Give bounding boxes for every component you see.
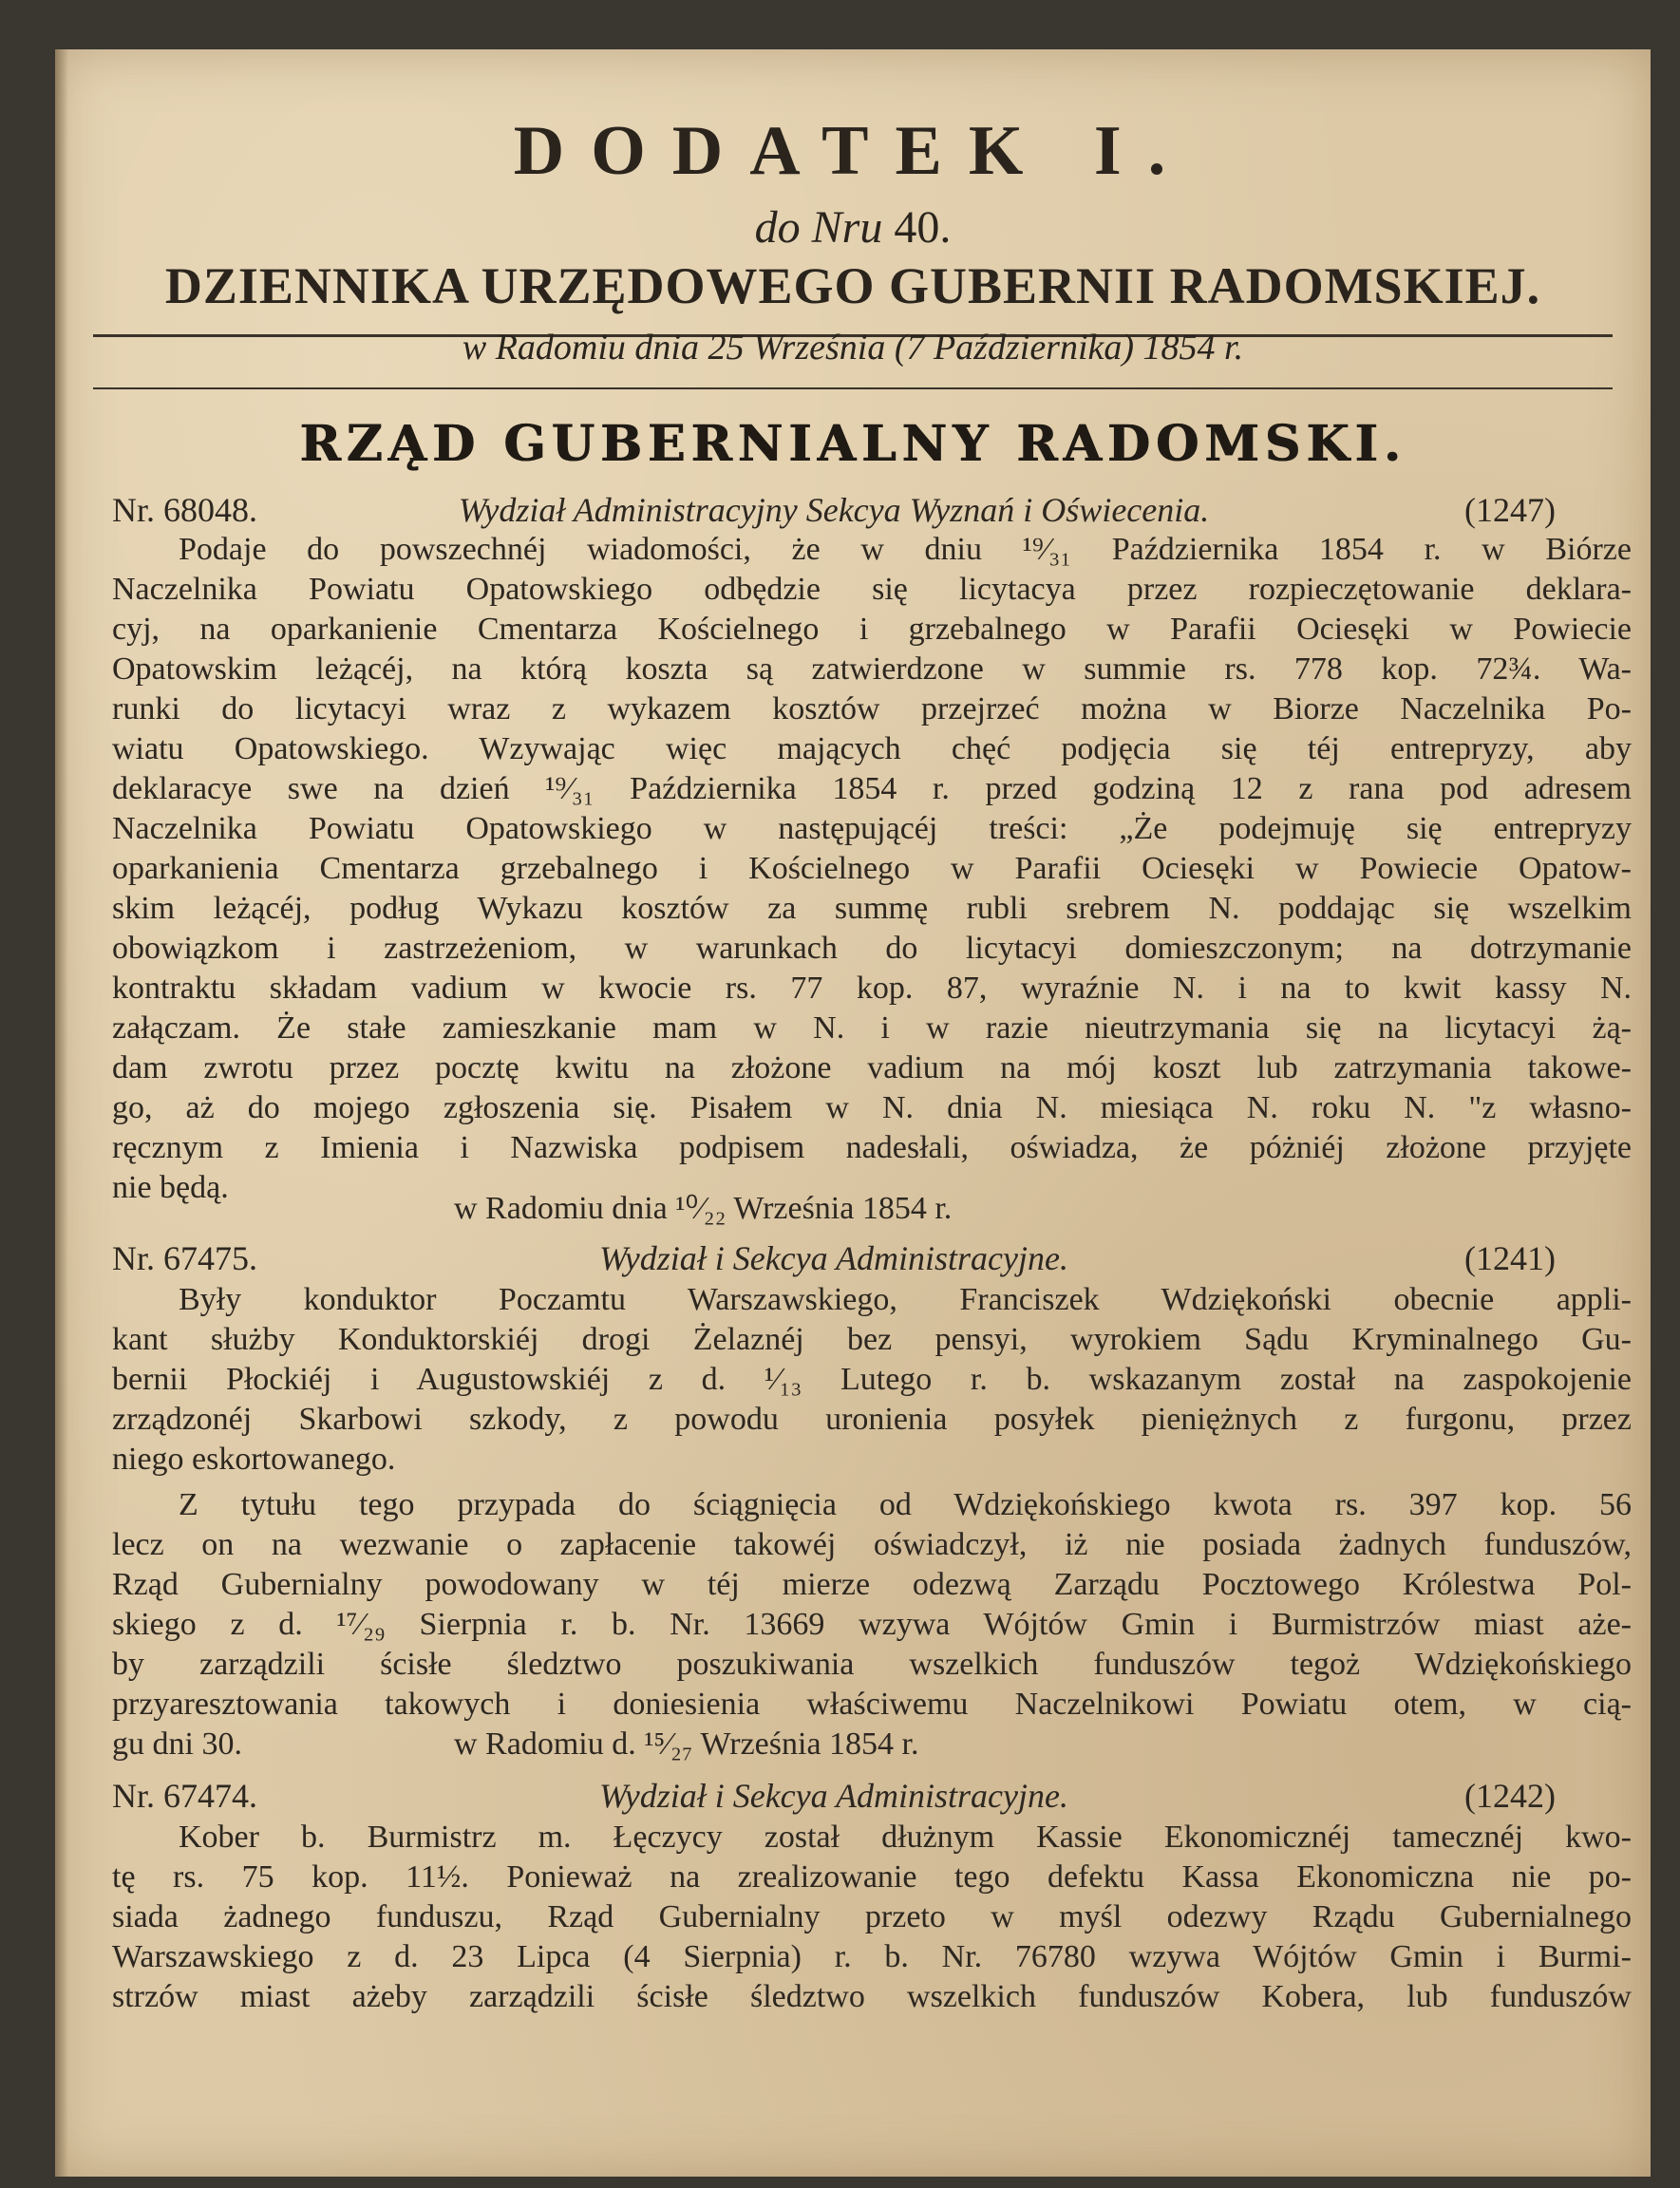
section-nr: Nr. 68048. — [112, 491, 257, 529]
text-line: Naczelnika Powiatu Opatowskiego w następującéj treści: „Że podejmuję się entrepryzy — [112, 811, 1632, 846]
header-rule-bottom — [93, 387, 1613, 389]
document-page — [55, 49, 1651, 2177]
text-line: Naczelnika Powiatu Opatowskiego odbędzie się licytacya przez rozpieczętowanie deklara- — [112, 572, 1632, 607]
text-line: Opatowskim leżącéj, na którą koszta są zatwierdzone w summie rs. 778 kop. 72¾. Wa- — [112, 651, 1632, 687]
text-line: przyaresztowania takowych i doniesienia właściwemu Naczelnikowi Powiatu otem, w cią- — [112, 1687, 1632, 1722]
text-line: tę rs. 75 kop. 11½. Ponieważ na zrealizowanie tego defektu Kassa Ekonomiczna nie po- — [112, 1859, 1632, 1895]
text-line: zrządzonéj Skarbowi szkody, z powodu uronienia posyłek pieniężnych z furgonu, przez — [112, 1402, 1632, 1437]
section-department: Wydział Administracyjny Sekcya Wyznań i Oświecenia. — [458, 491, 1210, 529]
section-number: (1242) — [1464, 1777, 1556, 1815]
issue-number-line — [55, 201, 1651, 254]
issue-number: 40. — [894, 202, 952, 253]
text-line: gu dni 30. — [112, 1726, 242, 1762]
text-line: wiatu Opatowskiego. Wzywając więc mających chęć podjęcia się téj entrepryzy, aby — [112, 731, 1632, 766]
journal-title: DZIENNIKA URZĘDOWEGO GUBERNII RADOMSKIEJ. — [164, 257, 1541, 314]
text-line: kant służby Konduktorskiéj drogi Żelaznéj bez pensyi, wyrokiem Sądu Kryminalnego Gu- — [112, 1322, 1632, 1357]
text-line: Rząd Gubernialny powodowany w téj mierze odezwą Zarządu Pocztowego Królestwa Pol- — [112, 1567, 1632, 1602]
text-line: Podaje do powszechnéj wiadomości, że w dniu ¹⁹⁄₃₁ Października 1854 r. w Biórze — [179, 532, 1632, 567]
text-line: obowiązkom i zastrzeżeniom, w warunkach do licytacyi domieszczonym; na dotrzymanie — [112, 931, 1632, 966]
section-department: Wydział i Sekcya Administracyjne. — [599, 1777, 1068, 1815]
text-line: cyj, na oparkanienie Cmentarza Kościelnego i grzebalnego w Parafii Ociesęki w Powiecie — [112, 612, 1632, 647]
issue-prefix: do Nru — [754, 202, 883, 253]
section-signoff: w Radomiu d. ¹⁵⁄₂₇ Września 1854 r. — [454, 1726, 919, 1762]
authority-heading: RZĄD GUBERNIALNY RADOMSKI. — [299, 415, 1406, 473]
section-nr: Nr. 67474. — [112, 1777, 257, 1815]
text-line: by zarządzili ścisłe śledztwo poszukiwania wszelkich funduszów tegoż Wdziękońskiego — [112, 1647, 1632, 1682]
text-line: kontraktu składam vadium w kwocie rs. 77 kop. 87, wyraźnie N. i na to kwit kassy N. — [112, 971, 1632, 1006]
text-line: skiego z d. ¹⁷⁄₂₉ Sierpnia r. b. Nr. 13669 wzywa Wójtów Gmin i Burmistrzów miast aże- — [112, 1607, 1632, 1642]
text-line: go, aż do mojego zgłoszenia się. Pisałem w N. dnia N. miesiąca N. roku N. "z własno- — [112, 1090, 1632, 1125]
section-department: Wydział i Sekcya Administracyjne. — [599, 1239, 1068, 1277]
text-line: nie będą. — [112, 1170, 229, 1205]
text-line: skim leżącéj, podług Wykazu kosztów za summę rubli srebrem N. poddając się wszelkim — [112, 891, 1632, 926]
section-number: (1241) — [1464, 1239, 1556, 1277]
text-line: deklaracye swe na dzień ¹⁹⁄₃₁ Października 1854 r. przed godziną 12 z rana pod adresem — [112, 771, 1632, 806]
text-line: Kober b. Burmistrz m. Łęczycy został dłużnym Kassie Ekonomicznéj tamecznéj kwo- — [179, 1820, 1632, 1855]
text-line: lecz on na wezwanie o zapłacenie takowéj oświadczył, iż nie posiada żadnych funduszów, — [112, 1527, 1632, 1562]
text-line: ręcznym z Imienia i Nazwiska podpisem nadesłali, oświadza, że póżniéj złożone przyjęte — [112, 1130, 1632, 1165]
text-line: runki do licytacyi wraz z wykazem kosztów przejrzeć można w Biorze Naczelnika Po- — [112, 691, 1632, 726]
text-line: siada żadnego funduszu, Rząd Gubernialny przeto w myśl odezwy Rządu Gubernialnego — [112, 1899, 1632, 1934]
text-line: Były konduktor Poczamtu Warszawskiego, Franciszek Wdziękoński obecnie appli- — [179, 1282, 1632, 1317]
text-line: Warszawskiego z d. 23 Lipca (4 Sierpnia) r. b. Nr. 76780 wzywa Wójtów Gmin i Burmi- — [112, 1939, 1632, 1974]
text-line: bernii Płockiéj i Augustowskiéj z d. ¹⁄₁₃ Lutego r. b. wskazanym został na zaspokojenie — [112, 1362, 1632, 1397]
section-number: (1247) — [1464, 491, 1556, 529]
text-line: niego eskortowanego. — [112, 1442, 396, 1477]
supplement-title: DODATEK I. — [513, 112, 1193, 190]
text-line: oparkanienia Cmentarza grzebalnego i Kościelnego w Parafii Ociesęki w Powiecie Opatow- — [112, 851, 1632, 886]
section-signoff: w Radomiu dnia ¹⁰⁄₂₂ Września 1854 r. — [454, 1191, 953, 1226]
text-line: Z tytułu tego przypada do ściągnięcia od Wdziękońskiego kwota rs. 397 kop. 56 — [179, 1487, 1632, 1522]
text-line: strzów miast ażeby zarządzili ścisłe śledztwo wszelkich funduszów Kobera, lub funduszów — [112, 1979, 1632, 2014]
text-line: dam zwrotu przez pocztę kwitu na złożone vadium na mój koszt lub zatrzymania takowe- — [112, 1050, 1632, 1085]
issue-dateline: w Radomiu dnia 25 Września (7 Października) 1854 r. — [462, 328, 1244, 368]
section-nr: Nr. 67475. — [112, 1239, 257, 1277]
text-line: załączam. Że stałe zamieszkanie mam w N. i w razie nieutrzymania się na licytacyi żą- — [112, 1010, 1632, 1046]
